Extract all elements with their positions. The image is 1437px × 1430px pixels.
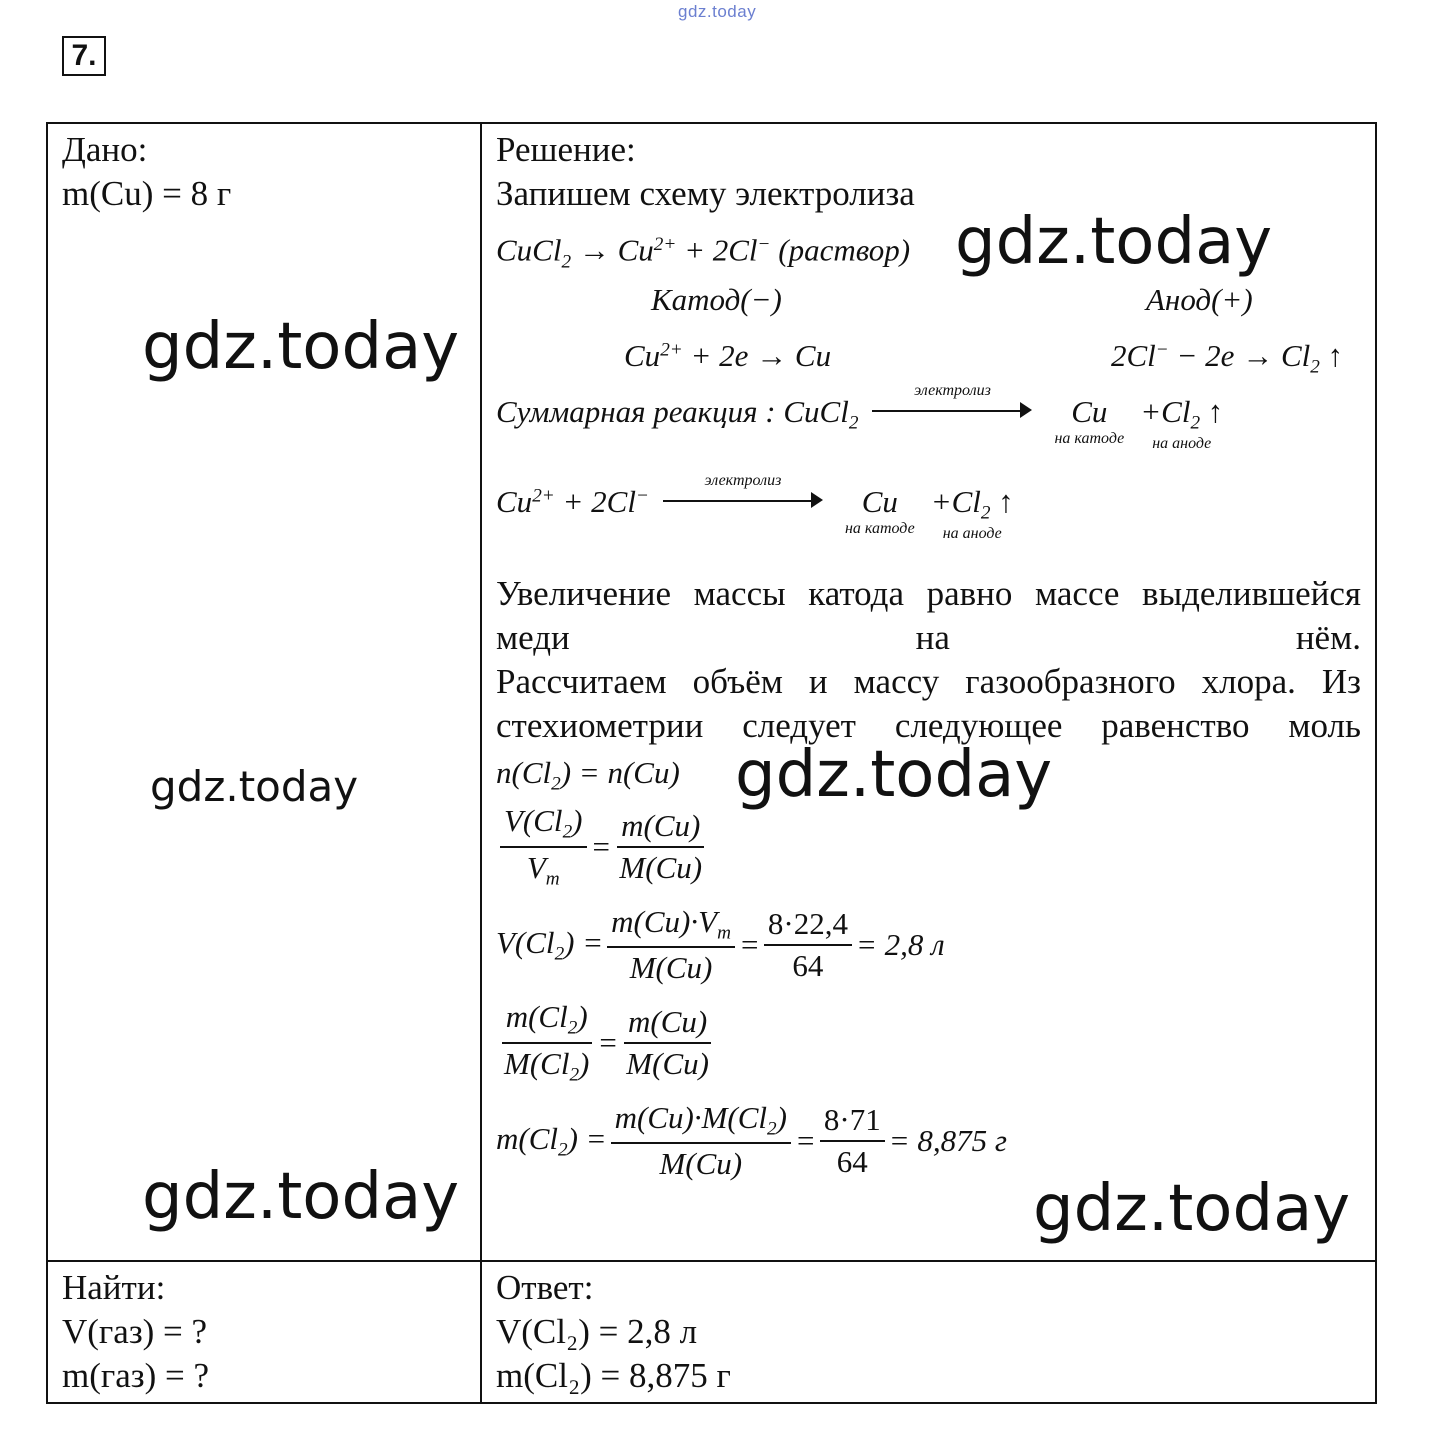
watermark: gdz.today: [1033, 1172, 1351, 1246]
watermark: gdz.today: [142, 310, 460, 384]
mass-denominator: 64: [836, 1144, 868, 1179]
find-cell: [47, 1261, 481, 1403]
watermark: gdz.today: [150, 762, 359, 811]
ionic-reaction: $Cu^{2+} + 2Cl^-$ электролиз Cu на катоде $+Cl_2$ ↑ на аноде: [496, 472, 1014, 542]
volume-denominator: 64: [792, 948, 824, 983]
mass-numerator: 8·71: [820, 1102, 885, 1142]
volume-calculation: $V(Cl_2)$ = $\frac{m(Cu)\cdot V_m}{M(Cu)}$ = $\frac{8\cdot 22,4}{64}$ = 2,8 л: [496, 903, 945, 986]
dissociation-note: раствор: [788, 232, 900, 268]
volume-numerator: 8·22,4: [764, 906, 852, 946]
answer-cell: [481, 1261, 1376, 1403]
cathode-label: Катод: [651, 282, 741, 317]
cathode-sign: (−): [740, 282, 782, 317]
dissociation-equation: CuCl$_2$ → $Cu^{2+} + 2Cl^-$ (раствор): [496, 232, 911, 273]
anode-half-reaction: $2Cl^- - 2e \to Cl_2$ ↑: [1111, 338, 1344, 378]
given-title: Дано:: [62, 130, 148, 169]
watermark: gdz.today: [735, 738, 1053, 812]
arrow-label: электролиз: [914, 382, 991, 399]
half-reactions: [496, 332, 1361, 386]
cathode-half-reaction: $Cu^{2+} + 2e \to Cu$: [624, 338, 832, 373]
electrode-labels: [496, 274, 1361, 332]
solution-cell: [481, 123, 1376, 1261]
answer-line-mass: m(Cl₂) = 8,875 г: [496, 1356, 731, 1395]
anode-label: Анод: [1146, 282, 1212, 317]
summary-reaction: Суммарная реакция : CuCl$_2$ электролиз Cu на катоде $+Cl_2$ ↑ на аноде: [496, 382, 1224, 452]
anode-sign: (+): [1211, 282, 1253, 317]
header-watermark: gdz.today: [678, 2, 757, 21]
watermark: gdz.today: [142, 1160, 460, 1234]
answer-title: Ответ:: [496, 1268, 594, 1307]
mass-result: = 8,875 г: [888, 1123, 1007, 1158]
mole-equality: $n(Cl_2) = n(Cu)$: [496, 755, 680, 795]
find-line-volume: V(газ) = ?: [62, 1312, 208, 1351]
ratio-mass: $\frac{m(Cl_2)}{M(Cl_2)}$ = $\frac{m(Cu)}{M(Cu)}$: [496, 994, 1361, 1092]
watermark: gdz.today: [955, 205, 1273, 279]
given-cell: [47, 123, 481, 1261]
find-line-mass: m(газ) = ?: [62, 1356, 210, 1395]
solution-title: Решение:: [496, 130, 636, 169]
task-number: 7.: [62, 36, 106, 76]
at-cathode-label: на катоде: [1054, 430, 1125, 447]
at-anode-label-2: на аноде: [942, 524, 1002, 542]
ratio-volume: $\frac{V(Cl_2)}{V_m}$ = $\frac{m(Cu)}{M(Cu)}$: [496, 798, 1361, 896]
answer-line-volume: V(Cl₂) = 2,8 л: [496, 1312, 698, 1351]
at-anode-label: на аноде: [1152, 434, 1212, 452]
arrow-label-2: электролиз: [704, 472, 782, 489]
find-title: Найти:: [62, 1268, 166, 1307]
volume-result: = 2,8 л: [855, 927, 945, 962]
given-line: m(Cu) = 8 г: [62, 174, 232, 213]
at-cathode-label-2: на катоде: [844, 520, 915, 537]
mass-calculation: $m(Cl_2)$ = $\frac{m(Cu)\cdot M(Cl_2)}{M(Cu)}$ = $\frac{8\cdot 71}{64}$ = 8,875 г: [496, 1099, 1007, 1182]
paragraph-cathode-mass: Увеличение массы катода равно массе выделившейся меди на нём.: [496, 574, 1361, 657]
solution-intro: Запишем схему электролиза: [496, 174, 915, 213]
summary-label: Суммарная реакция: [496, 394, 758, 429]
paragraph-chlorine: Рассчитаем объём и массу газообразного хлора. Из стехиометрии следует следующее равенство моль: [496, 662, 1361, 745]
